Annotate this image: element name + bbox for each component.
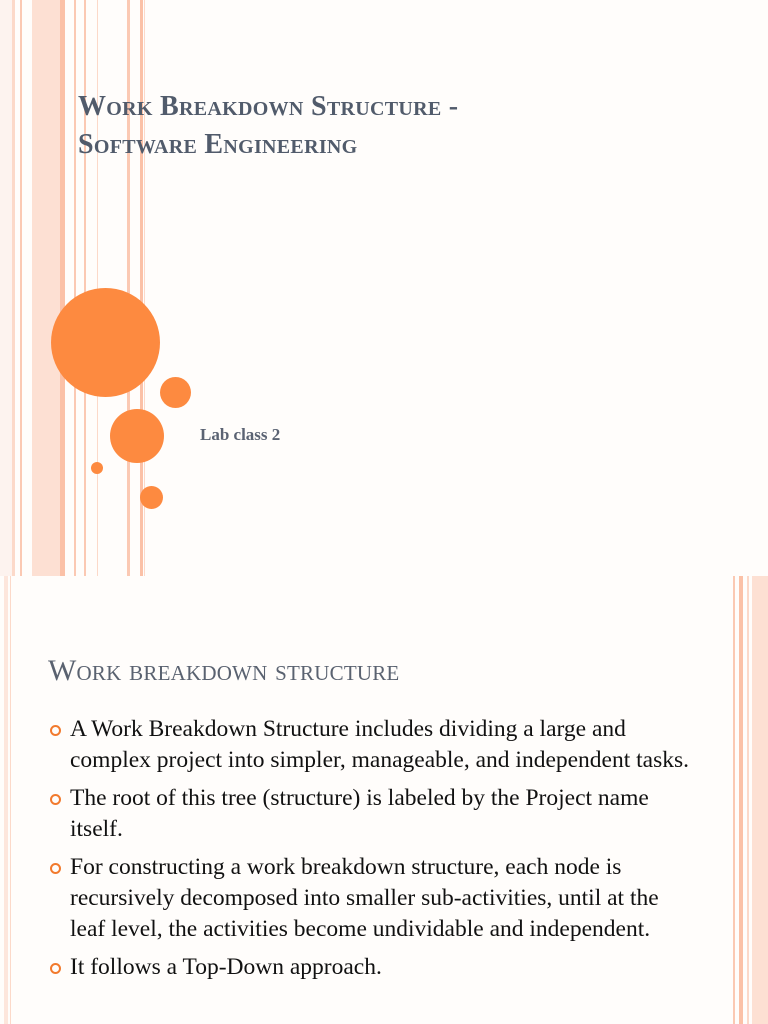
decor-stripe-right <box>752 576 768 1024</box>
decor-stripe-left <box>10 576 11 1024</box>
bullet-item <box>48 783 698 845</box>
decor-stripe <box>20 0 22 576</box>
decor-stripe-right <box>747 576 749 1024</box>
decor-stripe <box>32 0 60 576</box>
decor-circle <box>140 486 163 509</box>
decor-stripe <box>60 0 65 576</box>
slide-title <box>78 88 738 164</box>
bullet-circle-icon <box>50 863 61 874</box>
bullet-circle-icon <box>50 794 61 805</box>
decor-circle <box>160 377 191 408</box>
decor-stripe-right <box>733 576 735 1024</box>
decor-stripe <box>127 0 130 576</box>
title-line-1: Work Breakdown Structure - <box>78 91 459 122</box>
decor-circle-large <box>51 288 160 397</box>
bullet-text: The root of this tree (structure) is labeled by the Project name itself. <box>70 785 649 842</box>
decor-stripe <box>0 0 12 576</box>
bullet-text: It follows a Top-Down approach. <box>70 954 382 980</box>
slide-subtitle: Lab class 2 <box>200 425 281 444</box>
bullet-text: A Work Breakdown Structure includes dividing a large and complex project into simpler, manageable, and independent tasks. <box>70 716 690 773</box>
bullet-circle-icon <box>50 725 61 736</box>
decor-circle-small <box>91 462 103 474</box>
bullet-list <box>48 714 698 990</box>
decor-stripe-left <box>4 576 8 1024</box>
decor-stripe-right <box>739 576 743 1024</box>
section-heading: Work breakdown structure <box>48 654 400 687</box>
decor-circle <box>110 409 164 463</box>
bullet-item <box>48 952 698 983</box>
decor-stripe <box>74 0 76 576</box>
bullet-circle-icon <box>50 963 61 974</box>
bullet-text: For constructing a work breakdown structure, each node is recursively decomposed into smaller sub-activities, until at the leaf level, the activities become undividable and independent. <box>70 854 659 942</box>
bullet-item <box>48 714 698 776</box>
decor-stripe <box>84 0 86 576</box>
title-line-2: Software Engineering <box>78 129 358 160</box>
bullet-item <box>48 852 698 945</box>
decor-stripe <box>12 0 15 576</box>
